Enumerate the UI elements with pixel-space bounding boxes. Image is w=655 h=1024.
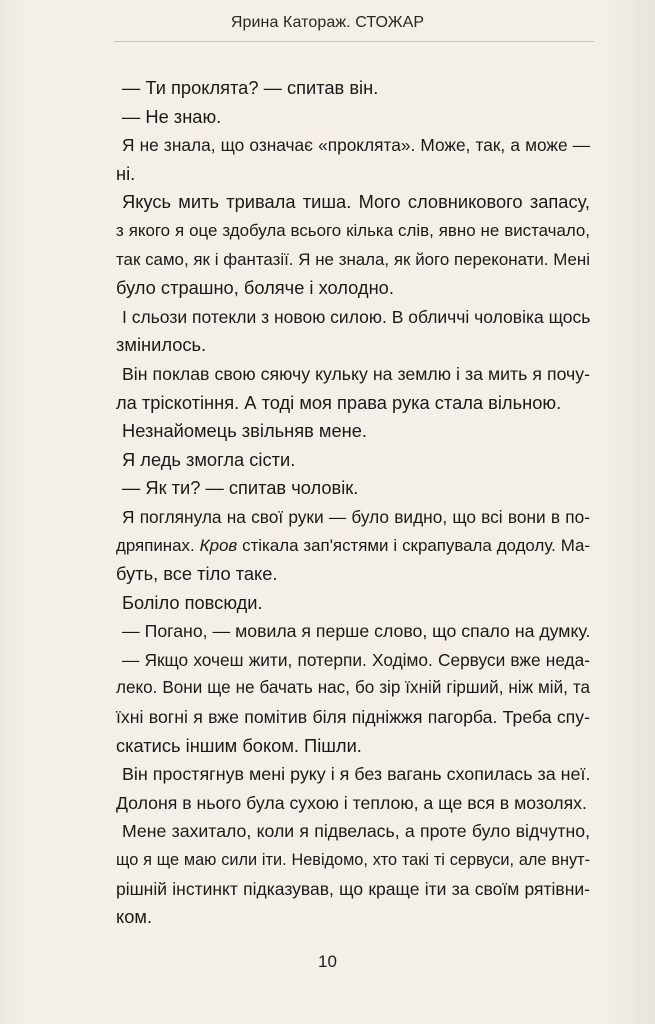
text-line: так само, як і фантазії. Я не знала, як його переконати. Мені <box>116 249 590 269</box>
running-head-rule <box>114 41 594 42</box>
text-line: леко. Вони ще не бачать нас, бо зір їхній гірший, ніж мій, та <box>116 678 590 698</box>
text-line: Він простягнув мені руку і я без вагань схопилась за неї. <box>122 764 591 785</box>
text-line: ла тріскотіння. А тоді моя права рука стала вільною. <box>116 391 562 413</box>
text-line: Боліло повсюди. <box>122 591 263 613</box>
text-line: їхні вогні я вже помітив біля підніжжя пагорба. Треба спу- <box>116 707 590 728</box>
text-line: Я не знала, що означає «проклята». Може, так, а може — <box>122 135 590 156</box>
body-text <box>116 74 590 932</box>
text-line: Якусь мить тривала тиша. Мого словникового запасу, <box>122 191 590 213</box>
text-line <box>116 532 590 561</box>
text-line: Мене захитало, коли я підвелась, а проте було відчутно, <box>122 821 590 842</box>
text-line: рішній інстинкт підказував, що краще іти за своїм рятівни- <box>116 878 590 899</box>
text-line: — Ти проклята? — спитав він. <box>122 77 379 98</box>
text-segment: дряпинах. <box>116 535 200 555</box>
text-line: скатись іншим боком. Пішли. <box>116 734 362 756</box>
text-line: змінилось. <box>116 334 207 356</box>
text-line: І сльози потекли з новою силою. В обличчі чоловіка щось <box>122 306 591 327</box>
text-line: Я ледь змогла сісти. <box>122 448 296 470</box>
text-line: ком. <box>116 906 153 928</box>
text-line: з якого я оце здобула всього кілька слів, явно не вистачало, <box>116 220 590 240</box>
running-head: Ярина Катораж. СТОЖАР <box>230 14 425 31</box>
text-line: Він поклав свою сяючу кульку на землю і за мить я почу- <box>122 363 590 384</box>
page-number: 10 <box>318 952 337 971</box>
text-line: буть, все тіло таке. <box>116 563 278 585</box>
text-line: було страшно, боляче і холодно. <box>116 277 394 299</box>
text-line: що я ще маю сили іти. Невідомо, хто такі ті сервуси, але внут- <box>116 851 590 870</box>
text-segment: стікала зап'ястями і скрапувала додолу. Ма- <box>237 535 590 555</box>
text-line: — Погано, — мовила я перше слово, що спало на думку. <box>122 621 591 642</box>
text-line: ні. <box>116 162 136 184</box>
text-line: Долоня в нього була сухою і теплою, а ще вся в мозолях. <box>116 792 587 813</box>
text-line: — Якщо хочеш жити, потерпи. Ходімо. Сервуси вже неда- <box>122 649 590 670</box>
text-line: Незнайомець звільняв мене. <box>122 420 368 442</box>
text-line: — Як ти? — спитав чоловік. <box>122 477 359 499</box>
italic-word: Кров <box>199 535 238 555</box>
text-line: Я поглянула на свої руки — було видно, що всі вони в по- <box>122 506 590 527</box>
text-line: — Не знаю. <box>122 105 222 127</box>
